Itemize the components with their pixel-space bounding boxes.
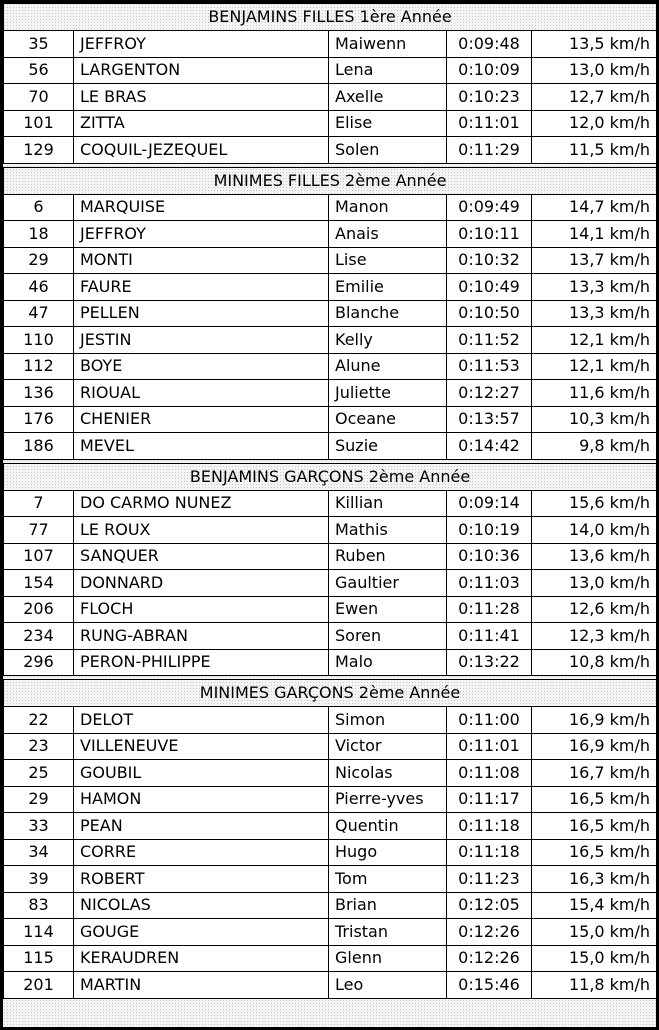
bib-number: 112 [4,353,74,380]
average-speed: 14,7 km/h [532,194,657,221]
last-name: JESTIN [74,327,329,354]
table-row [4,733,657,760]
bib-number: 77 [4,517,74,544]
finish-time: 0:12:26 [447,919,532,946]
finish-time: 0:10:32 [447,247,532,274]
finish-time: 0:11:29 [447,137,532,164]
table-row [4,380,657,407]
last-name: LE ROUX [74,517,329,544]
first-name: Maiwenn [329,31,447,58]
table-row [4,813,657,840]
average-speed: 13,0 km/h [532,57,657,84]
average-speed: 16,5 km/h [532,813,657,840]
first-name: Tristan [329,919,447,946]
bib-number: 29 [4,247,74,274]
table-row [4,919,657,946]
first-name: Ewen [329,596,447,623]
first-name: Blanche [329,300,447,327]
average-speed: 13,0 km/h [532,570,657,597]
first-name: Quentin [329,813,447,840]
finish-time: 0:11:41 [447,623,532,650]
last-name: DO CARMO NUNEZ [74,490,329,517]
bib-number: 47 [4,300,74,327]
table-row [4,490,657,517]
last-name: VILLENEUVE [74,733,329,760]
bib-number: 25 [4,760,74,787]
bib-number: 115 [4,945,74,972]
section-header [4,4,657,31]
table-row [4,221,657,248]
table-row [4,866,657,893]
table-row [4,517,657,544]
finish-time: 0:11:18 [447,813,532,840]
finish-time: 0:09:49 [447,194,532,221]
average-speed: 12,3 km/h [532,623,657,650]
last-name: MARQUISE [74,194,329,221]
bib-number: 56 [4,57,74,84]
last-name: JEFFROY [74,31,329,58]
table-row [4,110,657,137]
results-table [3,3,657,999]
average-speed: 15,0 km/h [532,945,657,972]
finish-time: 0:12:26 [447,945,532,972]
table-row [4,596,657,623]
average-speed: 16,3 km/h [532,866,657,893]
bib-number: 110 [4,327,74,354]
average-speed: 12,7 km/h [532,84,657,111]
finish-time: 0:10:50 [447,300,532,327]
finish-time: 0:10:19 [447,517,532,544]
average-speed: 15,4 km/h [532,892,657,919]
bib-number: 34 [4,839,74,866]
first-name: Anais [329,221,447,248]
average-speed: 12,6 km/h [532,596,657,623]
finish-time: 0:10:23 [447,84,532,111]
first-name: Solen [329,137,447,164]
finish-time: 0:09:14 [447,490,532,517]
average-speed: 14,1 km/h [532,221,657,248]
last-name: COQUIL-JEZEQUEL [74,137,329,164]
average-speed: 13,3 km/h [532,274,657,301]
bib-number: 18 [4,221,74,248]
last-name: GOUBIL [74,760,329,787]
bib-number: 136 [4,380,74,407]
last-name: LARGENTON [74,57,329,84]
first-name: Ruben [329,543,447,570]
average-speed: 15,0 km/h [532,919,657,946]
last-name: LE BRAS [74,84,329,111]
average-speed: 11,5 km/h [532,137,657,164]
bib-number: 154 [4,570,74,597]
bib-number: 35 [4,31,74,58]
finish-time: 0:10:36 [447,543,532,570]
table-row [4,300,657,327]
last-name: KERAUDREN [74,945,329,972]
finish-time: 0:11:01 [447,733,532,760]
first-name: Hugo [329,839,447,866]
bib-number: 176 [4,406,74,433]
last-name: FLOCH [74,596,329,623]
last-name: DELOT [74,707,329,734]
last-name: RUNG-ABRAN [74,623,329,650]
last-name: DONNARD [74,570,329,597]
table-row [4,945,657,972]
table-row [4,433,657,460]
last-name: RIOUAL [74,380,329,407]
table-row [4,623,657,650]
first-name: Elise [329,110,447,137]
bib-number: 234 [4,623,74,650]
first-name: Suzie [329,433,447,460]
bib-number: 206 [4,596,74,623]
finish-time: 0:13:57 [447,406,532,433]
finish-time: 0:11:52 [447,327,532,354]
section-title: MINIMES GARÇONS 2ème Année [4,680,657,707]
first-name: Gaultier [329,570,447,597]
average-speed: 15,6 km/h [532,490,657,517]
finish-time: 0:11:18 [447,839,532,866]
first-name: Mathis [329,517,447,544]
section-title: BENJAMINS GARÇONS 2ème Année [4,463,657,490]
bib-number: 201 [4,972,74,999]
average-speed: 13,3 km/h [532,300,657,327]
average-speed: 9,8 km/h [532,433,657,460]
first-name: Brian [329,892,447,919]
last-name: CORRE [74,839,329,866]
average-speed: 16,5 km/h [532,839,657,866]
first-name: Emilie [329,274,447,301]
table-row [4,31,657,58]
finish-time: 0:10:49 [447,274,532,301]
section-header [4,167,657,194]
table-row [4,274,657,301]
bib-number: 46 [4,274,74,301]
bib-number: 296 [4,649,74,676]
finish-time: 0:14:42 [447,433,532,460]
bib-number: 29 [4,786,74,813]
first-name: Kelly [329,327,447,354]
table-row [4,649,657,676]
last-name: BOYE [74,353,329,380]
first-name: Simon [329,707,447,734]
finish-time: 0:12:27 [447,380,532,407]
last-name: ZITTA [74,110,329,137]
last-name: MEVEL [74,433,329,460]
finish-time: 0:11:53 [447,353,532,380]
bib-number: 7 [4,490,74,517]
table-row [4,839,657,866]
section-header [4,680,657,707]
average-speed: 10,8 km/h [532,649,657,676]
first-name: Pierre-yves [329,786,447,813]
table-row [4,570,657,597]
finish-time: 0:11:03 [447,570,532,597]
table-row [4,327,657,354]
last-name: GOUGE [74,919,329,946]
bib-number: 101 [4,110,74,137]
average-speed: 12,1 km/h [532,353,657,380]
table-row [4,972,657,999]
table-row [4,137,657,164]
finish-time: 0:13:22 [447,649,532,676]
bib-number: 70 [4,84,74,111]
first-name: Leo [329,972,447,999]
average-speed: 16,9 km/h [532,733,657,760]
average-speed: 14,0 km/h [532,517,657,544]
bib-number: 23 [4,733,74,760]
bib-number: 83 [4,892,74,919]
bib-number: 186 [4,433,74,460]
finish-time: 0:12:05 [447,892,532,919]
bib-number: 6 [4,194,74,221]
first-name: Oceane [329,406,447,433]
first-name: Soren [329,623,447,650]
table-row [4,84,657,111]
first-name: Lena [329,57,447,84]
bib-number: 107 [4,543,74,570]
section-title: MINIMES FILLES 2ème Année [4,167,657,194]
finish-time: 0:09:48 [447,31,532,58]
last-name: PERON-PHILIPPE [74,649,329,676]
finish-time: 0:11:08 [447,760,532,787]
average-speed: 13,6 km/h [532,543,657,570]
section-header [4,463,657,490]
last-name: CHENIER [74,406,329,433]
last-name: SANQUER [74,543,329,570]
average-speed: 10,3 km/h [532,406,657,433]
first-name: Alune [329,353,447,380]
last-name: PELLEN [74,300,329,327]
first-name: Glenn [329,945,447,972]
finish-time: 0:11:00 [447,707,532,734]
finish-time: 0:10:11 [447,221,532,248]
first-name: Nicolas [329,760,447,787]
table-row [4,786,657,813]
average-speed: 12,0 km/h [532,110,657,137]
last-name: FAURE [74,274,329,301]
average-speed: 11,6 km/h [532,380,657,407]
bib-number: 129 [4,137,74,164]
first-name: Juliette [329,380,447,407]
last-name: PEAN [74,813,329,840]
average-speed: 11,8 km/h [532,972,657,999]
average-speed: 12,1 km/h [532,327,657,354]
average-speed: 16,9 km/h [532,707,657,734]
finish-time: 0:11:23 [447,866,532,893]
bib-number: 33 [4,813,74,840]
first-name: Manon [329,194,447,221]
table-row [4,194,657,221]
first-name: Victor [329,733,447,760]
last-name: MARTIN [74,972,329,999]
bib-number: 114 [4,919,74,946]
average-speed: 13,7 km/h [532,247,657,274]
first-name: Malo [329,649,447,676]
table-row [4,760,657,787]
table-row [4,707,657,734]
last-name: MONTI [74,247,329,274]
average-speed: 13,5 km/h [532,31,657,58]
first-name: Axelle [329,84,447,111]
last-name: HAMON [74,786,329,813]
first-name: Lise [329,247,447,274]
bib-number: 22 [4,707,74,734]
finish-time: 0:15:46 [447,972,532,999]
average-speed: 16,5 km/h [532,786,657,813]
finish-time: 0:11:17 [447,786,532,813]
table-row [4,57,657,84]
table-row [4,247,657,274]
table-row [4,353,657,380]
finish-time: 0:10:09 [447,57,532,84]
finish-time: 0:11:01 [447,110,532,137]
section-title: BENJAMINS FILLES 1ère Année [4,4,657,31]
average-speed: 16,7 km/h [532,760,657,787]
table-row [4,892,657,919]
first-name: Killian [329,490,447,517]
bib-number: 39 [4,866,74,893]
table-row [4,543,657,570]
table-row [4,406,657,433]
first-name: Tom [329,866,447,893]
last-name: JEFFROY [74,221,329,248]
finish-time: 0:11:28 [447,596,532,623]
last-name: NICOLAS [74,892,329,919]
last-name: ROBERT [74,866,329,893]
